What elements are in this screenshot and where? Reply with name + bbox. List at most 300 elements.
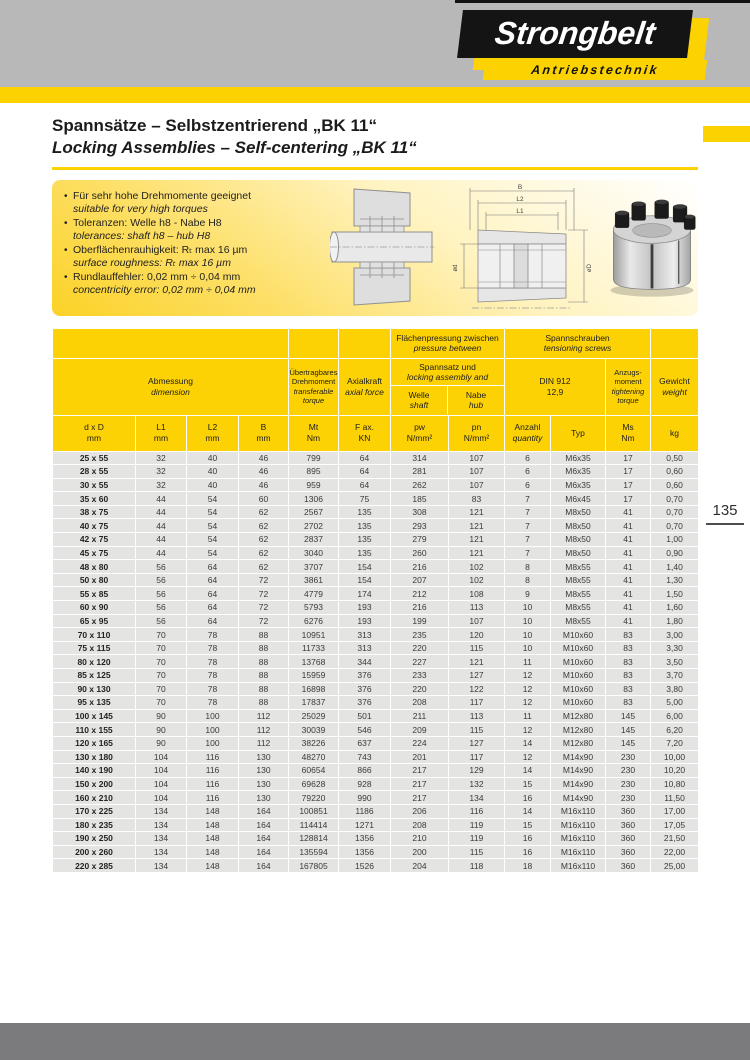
table-row xyxy=(53,641,699,655)
cell: 72 xyxy=(239,573,289,587)
cell: 6,20 xyxy=(651,723,699,737)
cell: 211 xyxy=(391,709,449,723)
cell: 6,00 xyxy=(651,709,699,723)
cell: 0,60 xyxy=(651,478,699,492)
cell: 83 xyxy=(606,641,651,655)
cell-size: 35 x 60 xyxy=(53,492,136,506)
cell: 112 xyxy=(239,736,289,750)
unit-l1: L1 mm xyxy=(136,415,187,451)
cell: 14 xyxy=(505,736,551,750)
cell: 0,70 xyxy=(651,519,699,533)
cell: 88 xyxy=(239,682,289,696)
cell: 135 xyxy=(339,519,391,533)
cell: M8x55 xyxy=(551,573,606,587)
cell: 360 xyxy=(606,804,651,818)
cell: 227 xyxy=(391,655,449,669)
feature-de: • Oberflächenrauhigkeit: Rₜ max 16 µm xyxy=(64,244,328,258)
cell: 135594 xyxy=(289,845,339,859)
cell: 70 xyxy=(136,696,187,710)
unit-typ: Typ xyxy=(551,415,606,451)
cell: 64 xyxy=(339,451,391,465)
cell: 230 xyxy=(606,750,651,764)
dim-label-l1: L1 xyxy=(516,207,524,215)
table-row xyxy=(53,655,699,669)
cell: 100851 xyxy=(289,804,339,818)
cell: 3861 xyxy=(289,573,339,587)
table-row xyxy=(53,505,699,519)
cell: 1306 xyxy=(289,492,339,506)
cell: 25,00 xyxy=(651,859,699,873)
cell: 62 xyxy=(239,505,289,519)
cell: 10 xyxy=(505,628,551,642)
cell: 990 xyxy=(339,791,391,805)
brand-name: Strongbelt xyxy=(492,14,658,51)
cell: 220 xyxy=(391,641,449,655)
cell: 230 xyxy=(606,764,651,778)
cell: 121 xyxy=(449,546,505,560)
cell: 11,50 xyxy=(651,791,699,805)
cell: 112 xyxy=(239,723,289,737)
cell: 376 xyxy=(339,669,391,683)
cell: M10x60 xyxy=(551,669,606,683)
cell: 104 xyxy=(136,777,187,791)
cell: 16 xyxy=(505,791,551,805)
dim-label-d-big: øD xyxy=(587,263,593,272)
cell: 21,50 xyxy=(651,832,699,846)
cell: 5,00 xyxy=(651,696,699,710)
table-row xyxy=(53,451,699,465)
cell: M12x80 xyxy=(551,736,606,750)
unit-pn: pn N/mm² xyxy=(449,415,505,451)
cell: 204 xyxy=(391,859,449,873)
cell: 5793 xyxy=(289,601,339,615)
cell: 116 xyxy=(449,804,505,818)
cell: 8 xyxy=(505,560,551,574)
table-row xyxy=(53,818,699,832)
table-row xyxy=(53,465,699,479)
cell: 145 xyxy=(606,709,651,723)
cell: 230 xyxy=(606,777,651,791)
unit-mt: Mt Nm xyxy=(289,415,339,451)
brand-logo xyxy=(458,8,714,80)
cell: 56 xyxy=(136,601,187,615)
feature-en: suitable for very high torques xyxy=(73,203,208,215)
cell: 41 xyxy=(606,560,651,574)
cell: 88 xyxy=(239,628,289,642)
cell: 78 xyxy=(187,696,239,710)
cell: 8 xyxy=(505,573,551,587)
page-title-en: Locking Assemblies – Self-centering „BK 11“ xyxy=(52,138,417,157)
cell: M16x110 xyxy=(551,818,606,832)
cell: 78 xyxy=(187,682,239,696)
cell: 115 xyxy=(449,723,505,737)
cell: 135 xyxy=(339,533,391,547)
header-screws-de: Spannschrauben xyxy=(545,333,610,343)
cell: 130 xyxy=(239,764,289,778)
cell-size: 190 x 250 xyxy=(53,832,136,846)
cell: 11733 xyxy=(289,641,339,655)
header-din: DIN 912 12,9 xyxy=(505,358,606,415)
cell: 41 xyxy=(606,505,651,519)
cell: 134 xyxy=(136,859,187,873)
cell: 134 xyxy=(136,845,187,859)
cell: 167805 xyxy=(289,859,339,873)
cell-size: 30 x 55 xyxy=(53,478,136,492)
dim-label-d-small: ød xyxy=(453,263,459,272)
cell: 308 xyxy=(391,505,449,519)
table-row xyxy=(53,750,699,764)
header-screws-en: tensioning screws xyxy=(543,343,612,353)
cell: 121 xyxy=(449,505,505,519)
cell: 64 xyxy=(187,560,239,574)
cell-size: 95 x 135 xyxy=(53,696,136,710)
cell: 54 xyxy=(187,546,239,560)
cell: 54 xyxy=(187,492,239,506)
cell: 46 xyxy=(239,465,289,479)
header-empty xyxy=(339,328,391,358)
cell: 185 xyxy=(391,492,449,506)
cell: 0,70 xyxy=(651,492,699,506)
logo-black-parallelogram xyxy=(457,10,693,58)
table-row xyxy=(53,777,699,791)
cell: M8x50 xyxy=(551,546,606,560)
header-group-row xyxy=(53,328,699,358)
cell: 70 xyxy=(136,669,187,683)
cell: 129 xyxy=(449,764,505,778)
cell-size: 220 x 285 xyxy=(53,859,136,873)
cell-size: 38 x 75 xyxy=(53,505,136,519)
cell: 279 xyxy=(391,533,449,547)
cell: M8x50 xyxy=(551,505,606,519)
cell: 78 xyxy=(187,628,239,642)
cell: 293 xyxy=(391,519,449,533)
cell: 148 xyxy=(187,832,239,846)
cell: 7 xyxy=(505,546,551,560)
cell: 501 xyxy=(339,709,391,723)
cell: 10,80 xyxy=(651,777,699,791)
cell-size: 45 x 75 xyxy=(53,546,136,560)
cell: 959 xyxy=(289,478,339,492)
cell: 224 xyxy=(391,736,449,750)
cell: 48270 xyxy=(289,750,339,764)
cell: 75 xyxy=(339,492,391,506)
cell: 119 xyxy=(449,832,505,846)
cell: 62 xyxy=(239,560,289,574)
feature-de: • Rundlauffehler: 0,02 mm ÷ 0,04 mm xyxy=(64,271,328,285)
title-side-tab xyxy=(703,126,750,142)
feature-de: • Toleranzen: Welle h8 - Nabe H8 xyxy=(64,217,328,231)
cell: 130 xyxy=(239,777,289,791)
cell: 10 xyxy=(505,601,551,615)
header-tightening: Anzugs- moment tightening torque xyxy=(606,358,651,415)
cell-size: 65 x 95 xyxy=(53,614,136,628)
cell: 0,90 xyxy=(651,546,699,560)
cell: 70 xyxy=(136,628,187,642)
cell: 104 xyxy=(136,791,187,805)
cell: 281 xyxy=(391,465,449,479)
cell: 72 xyxy=(239,614,289,628)
cell: 207 xyxy=(391,573,449,587)
cell: 1,60 xyxy=(651,601,699,615)
cell: 62 xyxy=(239,519,289,533)
cell: 376 xyxy=(339,696,391,710)
cell: 121 xyxy=(449,519,505,533)
cell: M12x80 xyxy=(551,723,606,737)
cell: 72 xyxy=(239,601,289,615)
cell: 164 xyxy=(239,818,289,832)
feature-item xyxy=(64,190,328,217)
cell: 132 xyxy=(449,777,505,791)
cell: 743 xyxy=(339,750,391,764)
cell: 154 xyxy=(339,560,391,574)
unit-ms: Ms Nm xyxy=(606,415,651,451)
cell: 313 xyxy=(339,628,391,642)
cell: 11 xyxy=(505,655,551,669)
cell: 100 xyxy=(187,736,239,750)
cell: 134 xyxy=(136,818,187,832)
cell-size: 80 x 120 xyxy=(53,655,136,669)
cell: 40 xyxy=(187,465,239,479)
cell: 127 xyxy=(449,736,505,750)
feature-list xyxy=(52,180,328,298)
cell: 233 xyxy=(391,669,449,683)
cell: M8x55 xyxy=(551,601,606,615)
cell: 7 xyxy=(505,533,551,547)
unit-dxd: d x D mm xyxy=(53,415,136,451)
cell-size: 160 x 210 xyxy=(53,791,136,805)
cell-size: 70 x 110 xyxy=(53,628,136,642)
cell: 69628 xyxy=(289,777,339,791)
page-title-de: Spannsätze – Selbstzentrierend „BK 11“ xyxy=(52,116,377,135)
cell: 216 xyxy=(391,601,449,615)
cell: 1,00 xyxy=(651,533,699,547)
cell: 56 xyxy=(136,614,187,628)
cell: 130 xyxy=(239,750,289,764)
cell: 44 xyxy=(136,492,187,506)
cell: 10951 xyxy=(289,628,339,642)
unit-pw: pw N/mm² xyxy=(391,415,449,451)
cell: 4779 xyxy=(289,587,339,601)
cell: M14x90 xyxy=(551,750,606,764)
cell: 62 xyxy=(239,546,289,560)
cell: M16x110 xyxy=(551,832,606,846)
table-row xyxy=(53,614,699,628)
cell: 41 xyxy=(606,573,651,587)
cell: 122 xyxy=(449,682,505,696)
cell: 230 xyxy=(606,791,651,805)
cell: 145 xyxy=(606,723,651,737)
unit-fax: F ax. KN xyxy=(339,415,391,451)
cell: M10x60 xyxy=(551,696,606,710)
cell: 134 xyxy=(449,791,505,805)
cell: 546 xyxy=(339,723,391,737)
cell: 154 xyxy=(339,573,391,587)
dim-label-l2: L2 xyxy=(516,195,524,203)
cell: 64 xyxy=(187,601,239,615)
cell: 895 xyxy=(289,465,339,479)
table-row xyxy=(53,533,699,547)
cell: 210 xyxy=(391,832,449,846)
cell: 376 xyxy=(339,682,391,696)
cell: 13768 xyxy=(289,655,339,669)
header-weight: Gewicht weight xyxy=(651,358,699,415)
cell: 18 xyxy=(505,859,551,873)
cell: 44 xyxy=(136,505,187,519)
cell-size: 140 x 190 xyxy=(53,764,136,778)
cell: 7,20 xyxy=(651,736,699,750)
unit-b: B mm xyxy=(239,415,289,451)
cell: 360 xyxy=(606,845,651,859)
header-torque: Übertragbares Drehmoment transferable torque xyxy=(289,358,339,415)
header-empty xyxy=(651,328,699,358)
cell: M6x45 xyxy=(551,492,606,506)
table-row xyxy=(53,845,699,859)
cell: 9 xyxy=(505,587,551,601)
cell-size: 25 x 55 xyxy=(53,451,136,465)
cell-size: 170 x 225 xyxy=(53,804,136,818)
cell: 64 xyxy=(187,587,239,601)
cell: 112 xyxy=(239,709,289,723)
cell: 41 xyxy=(606,614,651,628)
cell: 78 xyxy=(187,655,239,669)
table-row xyxy=(53,519,699,533)
cell: 3040 xyxy=(289,546,339,560)
page-number: 135 xyxy=(706,502,744,525)
cell: M16x110 xyxy=(551,845,606,859)
table-row xyxy=(53,804,699,818)
cell: M12x80 xyxy=(551,709,606,723)
cell: 107 xyxy=(449,465,505,479)
cell: 217 xyxy=(391,777,449,791)
cell: 83 xyxy=(606,696,651,710)
cell: 208 xyxy=(391,696,449,710)
cell: M14x90 xyxy=(551,777,606,791)
cell: 114414 xyxy=(289,818,339,832)
feature-en: concentricity error: 0,02 mm ÷ 0,04 mm xyxy=(73,284,256,296)
header-units-row xyxy=(53,415,699,451)
cell: M16x110 xyxy=(551,804,606,818)
cell: 107 xyxy=(449,451,505,465)
cell: 121 xyxy=(449,533,505,547)
cell: 107 xyxy=(449,478,505,492)
table-row xyxy=(53,573,699,587)
cell: 148 xyxy=(187,845,239,859)
cell: 41 xyxy=(606,587,651,601)
dim-label-b: B xyxy=(517,183,523,191)
feature-en: surface roughness: Rₜ max 16 µm xyxy=(73,257,231,269)
cell: 83 xyxy=(606,655,651,669)
cell: 104 xyxy=(136,750,187,764)
cell: M8x55 xyxy=(551,614,606,628)
cell: 88 xyxy=(239,655,289,669)
cell-size: 50 x 80 xyxy=(53,573,136,587)
cell: 2702 xyxy=(289,519,339,533)
bottom-grey-band xyxy=(0,1023,750,1060)
table-row xyxy=(53,546,699,560)
cell: 262 xyxy=(391,478,449,492)
table-body xyxy=(53,451,699,872)
cell: 360 xyxy=(606,818,651,832)
cell: 12 xyxy=(505,723,551,737)
cell: 12 xyxy=(505,669,551,683)
cell: 208 xyxy=(391,818,449,832)
cell-size: 130 x 180 xyxy=(53,750,136,764)
cell: 1271 xyxy=(339,818,391,832)
cell: 201 xyxy=(391,750,449,764)
cell: M14x90 xyxy=(551,764,606,778)
cell: 3,80 xyxy=(651,682,699,696)
header-hub: Nabe hub xyxy=(465,390,487,410)
cell: 235 xyxy=(391,628,449,642)
cell: M14x90 xyxy=(551,791,606,805)
table-row xyxy=(53,723,699,737)
cell: 127 xyxy=(449,669,505,683)
spec-table xyxy=(52,328,699,873)
logo-top-bar xyxy=(455,0,750,3)
cell: 10 xyxy=(505,641,551,655)
cell: 102 xyxy=(449,560,505,574)
cell: 83 xyxy=(606,628,651,642)
header-axial: Axialkraft axial force xyxy=(339,358,391,415)
cell: 16898 xyxy=(289,682,339,696)
cell: 1526 xyxy=(339,859,391,873)
cell-size: 85 x 125 xyxy=(53,669,136,683)
cell: 100 xyxy=(187,723,239,737)
cell-size: 60 x 90 xyxy=(53,601,136,615)
cell: 41 xyxy=(606,546,651,560)
unit-qty: Anzahl quantity xyxy=(505,415,551,451)
cell: 120 xyxy=(449,628,505,642)
cell: 16 xyxy=(505,845,551,859)
feature-item xyxy=(64,271,328,298)
cell: 17,05 xyxy=(651,818,699,832)
cell: 1186 xyxy=(339,804,391,818)
cell: 1,30 xyxy=(651,573,699,587)
table-row xyxy=(53,601,699,615)
cell: 16 xyxy=(505,832,551,846)
cell: M8x50 xyxy=(551,519,606,533)
cell: 56 xyxy=(136,560,187,574)
table-row xyxy=(53,560,699,574)
header-pressure xyxy=(391,328,505,358)
cell: 117 xyxy=(449,750,505,764)
unit-l2: L2 mm xyxy=(187,415,239,451)
cell: 134 xyxy=(136,804,187,818)
cell: 25029 xyxy=(289,709,339,723)
cell-size: 28 x 55 xyxy=(53,465,136,479)
cell: 22,00 xyxy=(651,845,699,859)
cell: M6x35 xyxy=(551,451,606,465)
cell: 56 xyxy=(136,587,187,601)
cell-size: 55 x 85 xyxy=(53,587,136,601)
header-empty xyxy=(53,328,289,358)
cell: 14 xyxy=(505,804,551,818)
cell: 72 xyxy=(239,587,289,601)
cell: 17 xyxy=(606,492,651,506)
table-row xyxy=(53,669,699,683)
table-row xyxy=(53,492,699,506)
cell: 193 xyxy=(339,614,391,628)
cell: 260 xyxy=(391,546,449,560)
cell: 193 xyxy=(339,601,391,615)
table-row xyxy=(53,628,699,642)
cell: 15 xyxy=(505,777,551,791)
cell: 344 xyxy=(339,655,391,669)
cell: 107 xyxy=(449,614,505,628)
cell: 70 xyxy=(136,682,187,696)
cell: 200 xyxy=(391,845,449,859)
table-row xyxy=(53,736,699,750)
